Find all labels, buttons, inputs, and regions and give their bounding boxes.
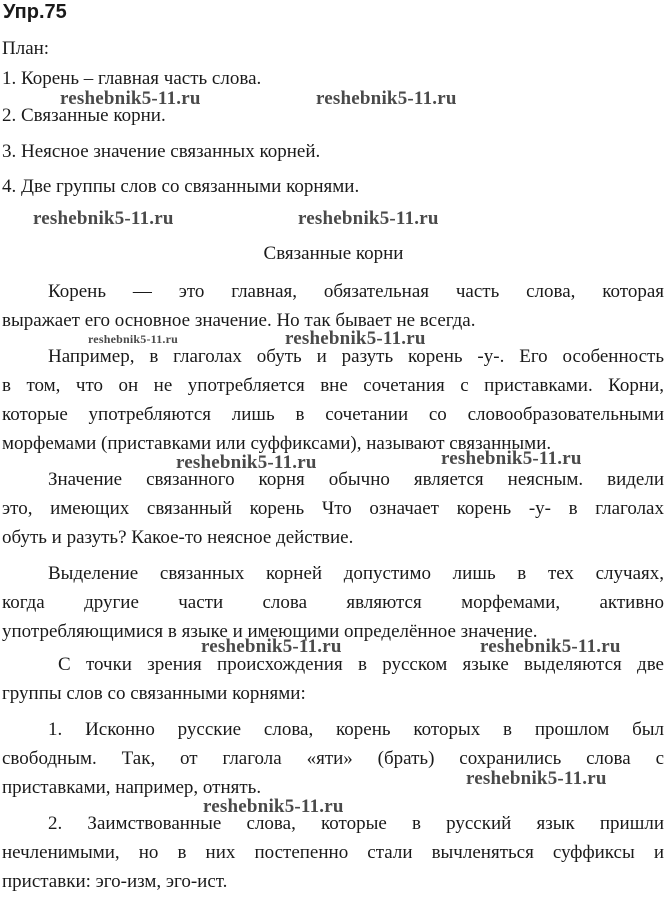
watermark: reshebnik5-11.ru [298,208,439,229]
watermark: reshebnik5-11.ru [203,796,344,817]
watermark: reshebnik5-11.ru [466,768,607,789]
text-line: С точки зрения происхождения в русском языке выделяются две [58,654,664,675]
text-line: группы слов со связанными корнями: [2,683,306,704]
plan-label: План: [2,38,50,59]
watermark: reshebnik5-11.ru [441,448,582,469]
watermark: reshebnik5-11.ru [33,208,174,229]
text-line: выражает его основное значение. Но так бывает не всегда. [2,310,476,331]
text-line: приставками, например, отнять. [2,777,262,798]
plan-item: 2. Связанные корни. [2,105,166,126]
watermark: reshebnik5-11.ru [316,88,457,109]
text-line: 2. Заимствованные слова, которые в русский язык пришли [48,813,664,834]
watermark: reshebnik5-11.ru [176,452,317,473]
text-line: нечленимыми, но в них постепенно стали вычленяться суффиксы и [2,842,664,863]
text-line: Например, в глаголах обуть и разуть корень -у-. Его особенность [48,346,664,367]
text-line: Корень — это главная, обязательная часть слова, которая [48,281,664,302]
watermark: reshebnik5-11.ru [201,636,342,657]
text-line: Значение связанного корня обычно является неясным. видели [48,469,664,490]
text-line: в том, что он не употребляется вне сочетания с приставками. Корни, [2,375,664,396]
plan-item: 1. Корень – главная часть слова. [2,68,262,89]
watermark: reshebnik5-11.ru [60,88,201,109]
text-line: 1. Исконно русские слова, корень которых в прошлом был [48,719,664,740]
plan-item: 4. Две группы слов со связанными корнями. [2,176,360,197]
text-line: употребляющимися в языке и имеющими определённое значение. [2,621,538,642]
watermark: reshebnik5-11.ru [480,636,621,657]
text-line: которые употребляются лишь в сочетании со словообразовательными [2,404,664,425]
text-line: свободным. Так, от глагола «яти» (брать) сохранились слова с [2,748,664,769]
text-line: обуть и разуть? Какое-то неясное действие. [2,527,354,548]
exercise-title: Упр.75 [3,1,67,23]
plan-item: 3. Неясное значение связанных корней. [2,141,321,162]
text-line: это, имеющих связанный корень Что означает корень -у- в глаголах [2,498,664,519]
text-line: морфемами (приставками или суффиксами), называют связанными. [2,433,552,454]
text-line: когда другие части слова являются морфемами, активно [2,592,664,613]
watermark: reshebnik5-11.ru [88,332,178,346]
essay-title: Связанные корни [263,243,404,264]
watermark: reshebnik5-11.ru [285,328,426,349]
text-line: Выделение связанных корней допустимо лишь в тех случаях, [48,563,664,584]
text-line: приставки: эго-изм, эго-ист. [2,871,228,892]
